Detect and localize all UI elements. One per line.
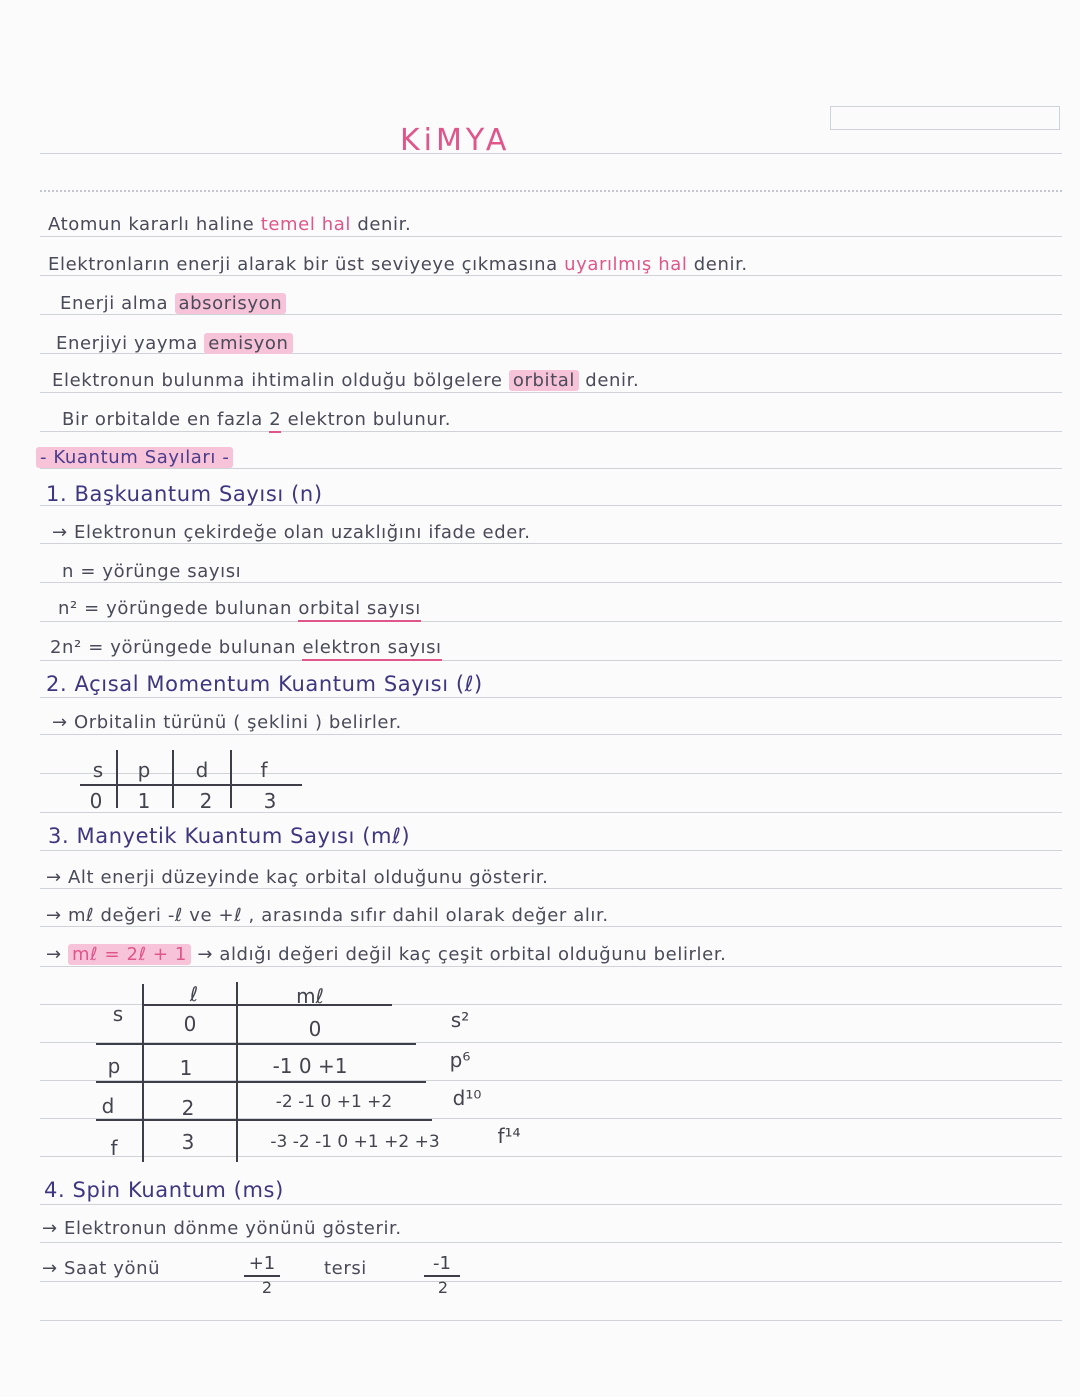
- l-value: 0: [183, 1012, 197, 1036]
- line-text: n² = yörüngede bulunan: [58, 598, 293, 619]
- line-orbital: [52, 372, 639, 390]
- q3-line-1: → Alt enerji düzeyinde kaç orbital olduğunu gösterir.: [46, 867, 549, 888]
- ruled-line: [40, 1320, 1062, 1321]
- table-divider-v: [236, 982, 238, 1162]
- max-electron-count: 2: [269, 409, 281, 433]
- line-text: 2n² = yörüngede bulunan: [50, 637, 297, 658]
- q2-heading: 2. Açısal Momentum Kuantum Sayısı (ℓ): [46, 672, 483, 696]
- dotted-line: [40, 190, 1062, 192]
- line-text: Enerjiyi yayma: [56, 333, 198, 354]
- ruled-line: [40, 850, 1062, 851]
- q2-description: → Orbitalin türünü ( şeklini ) belirler.: [52, 712, 402, 733]
- line-text: Enerji alma: [60, 293, 169, 314]
- ruled-line: [40, 697, 1062, 698]
- page-title: KiMYA: [400, 123, 511, 158]
- term-elektron-sayisi: elektron sayısı: [302, 637, 441, 661]
- subshell-label: d: [195, 758, 209, 782]
- table-divider-v: [230, 750, 232, 808]
- line-text: → aldığı değeri değil kaç çeşit orbital olduğunu belirler.: [197, 944, 727, 965]
- q1-description: → Elektronun çekirdeğe olan uzaklığını ifade eder.: [52, 522, 531, 543]
- q4-line-2: → Saat yönü: [42, 1258, 161, 1279]
- ruled-line: [40, 1242, 1062, 1243]
- term-emisyon: emisyon: [204, 333, 292, 354]
- table-divider-h: [80, 784, 302, 786]
- line-emisyon: [56, 335, 293, 353]
- fraction-bar: [424, 1275, 460, 1277]
- subshell-label: f: [260, 758, 268, 782]
- subshell-label: s: [112, 1002, 124, 1026]
- q1-n2-line: [58, 600, 421, 618]
- electron-capacity: p⁶: [449, 1048, 471, 1072]
- term-absorisyon: absorisyon: [175, 293, 287, 314]
- ruled-line: [40, 1204, 1062, 1205]
- q3-line-2: → mℓ değeri -ℓ ve +ℓ , arasında sıfır dahil olarak değer alır.: [46, 905, 609, 926]
- ruled-line: [40, 734, 1062, 735]
- line-temel-hal: [48, 216, 411, 234]
- electron-capacity: d¹⁰: [452, 1086, 482, 1110]
- ruled-line: [40, 888, 1062, 889]
- electron-capacity: f¹⁴: [497, 1124, 521, 1148]
- term-orbital: orbital: [509, 370, 579, 391]
- line-text: Atomun kararlı haline: [48, 214, 255, 235]
- ruled-line: [40, 1281, 1062, 1282]
- q4-line-1: → Elektronun dönme yönünü gösterir.: [42, 1218, 402, 1239]
- q1-2n2-line: [50, 639, 442, 657]
- ruled-line: [40, 582, 1062, 583]
- ruled-line: [40, 153, 1062, 154]
- table-divider-h: [96, 1119, 432, 1121]
- ml-values: -2 -1 0 +1 +2: [275, 1092, 393, 1112]
- ruled-line: [40, 621, 1062, 622]
- q4-heading: 4. Spin Kuantum (ms): [44, 1178, 284, 1202]
- q1-n-line: n = yörünge sayısı: [62, 561, 242, 582]
- l-value: 1: [179, 1056, 193, 1080]
- l-value: 3: [263, 789, 277, 813]
- ruled-line: [40, 660, 1062, 661]
- q3-line-3: [46, 946, 727, 964]
- line-text: Elektronların enerji alarak bir üst seviyeye çıkmasına: [48, 254, 558, 275]
- spin-ters-label: tersi: [324, 1258, 367, 1279]
- table-divider-v: [142, 984, 144, 1162]
- ml-values: 0: [308, 1017, 322, 1041]
- line-max-electron: [62, 411, 451, 429]
- subshell-label: d: [101, 1094, 115, 1118]
- ruled-line: [40, 1156, 1062, 1157]
- table-divider-v: [116, 750, 118, 808]
- line-text: denir.: [357, 214, 412, 235]
- ml-values: -1 0 +1: [272, 1054, 348, 1078]
- line-text: Bir orbitalde en fazla: [62, 409, 263, 430]
- l-value: 2: [199, 789, 213, 813]
- subshell-label: s: [92, 758, 104, 782]
- l-value: 1: [137, 789, 151, 813]
- arrow: →: [46, 944, 62, 965]
- header-ml: mℓ: [296, 984, 324, 1008]
- table-divider-h: [96, 1043, 416, 1045]
- fraction-denominator: 2: [261, 1278, 273, 1297]
- l-value: 2: [181, 1096, 195, 1120]
- fraction-numerator: -1: [433, 1253, 451, 1274]
- q3-heading: 3. Manyetik Kuantum Sayısı (mℓ): [48, 824, 411, 848]
- ruled-line: [40, 236, 1062, 237]
- ruled-line: [40, 966, 1062, 967]
- ruled-line: [40, 314, 1062, 315]
- line-text: Elektronun bulunma ihtimalin olduğu bölgelere: [52, 370, 503, 391]
- fraction-numerator: +1: [248, 1253, 276, 1274]
- section-heading-text: - Kuantum Sayıları -: [36, 447, 233, 468]
- term-uyarilmis-hal: uyarılmış hal: [564, 254, 688, 275]
- ml-formula: mℓ = 2ℓ + 1: [68, 944, 191, 965]
- line-text: denir.: [693, 254, 748, 275]
- fraction-bar: [244, 1275, 280, 1277]
- ruled-line: [40, 926, 1062, 927]
- l-value: 0: [89, 789, 103, 813]
- section-heading: [36, 449, 233, 467]
- subshell-label: p: [107, 1054, 121, 1078]
- line-text: elektron bulunur.: [287, 409, 452, 430]
- q1-heading: 1. Başkuantum Sayısı (n): [46, 482, 323, 506]
- subshell-label: p: [137, 758, 151, 782]
- line-text: denir.: [585, 370, 640, 391]
- fraction-denominator: 2: [437, 1278, 449, 1297]
- subshell-label: f: [110, 1136, 118, 1160]
- ruled-line: [40, 543, 1062, 544]
- l-value: 3: [181, 1130, 195, 1154]
- ruled-line: [40, 468, 1062, 469]
- ruled-line: [40, 431, 1062, 432]
- term-orbital-sayisi: orbital sayısı: [298, 598, 421, 622]
- header-box: [830, 106, 1060, 130]
- ml-values: -3 -2 -1 0 +1 +2 +3: [270, 1132, 440, 1152]
- ruled-line: [40, 392, 1062, 393]
- term-temel-hal: temel hal: [260, 214, 351, 235]
- table-divider-v: [172, 750, 174, 808]
- electron-capacity: s²: [450, 1008, 470, 1032]
- ruled-line: [40, 275, 1062, 276]
- line-absorisyon: [60, 295, 286, 313]
- table-divider-h: [96, 1081, 426, 1083]
- line-uyarilmis-hal: [48, 256, 748, 274]
- header-l: ℓ: [189, 982, 199, 1006]
